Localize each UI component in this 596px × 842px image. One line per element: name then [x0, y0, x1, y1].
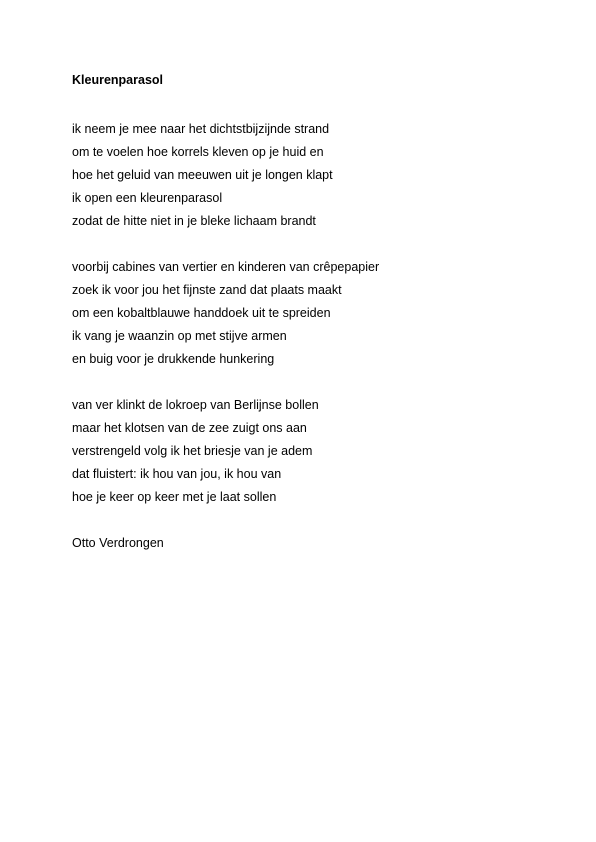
stanza-3-line-2: maar het klotsen van de zee zuigt ons aan — [72, 421, 307, 435]
poem-page — [72, 72, 542, 555]
stanza-3-line-4: dat fluistert: ik hou van jou, ik hou van — [72, 467, 282, 481]
poem-title: Kleurenparasol — [72, 73, 164, 87]
stanza-3-line-3: verstrengeld volg ik het briesje van je adem — [72, 444, 313, 458]
poem-author: Otto Verdrongen — [72, 536, 164, 550]
stanza-2-line-5: en buig voor je drukkende hunkering — [72, 352, 275, 366]
stanza-1-line-2: om te voelen hoe korrels kleven op je huid en — [72, 145, 324, 159]
stanza-1-line-3: hoe het geluid van meeuwen uit je longen klapt — [72, 168, 333, 182]
stanza-2-line-2: zoek ik voor jou het fijnste zand dat plaats maakt — [72, 283, 342, 297]
stanza-1 — [72, 118, 542, 233]
stanza-2-line-3: om een kobaltblauwe handdoek uit te spreiden — [72, 306, 331, 320]
stanza-3-line-5: hoe je keer op keer met je laat sollen — [72, 490, 277, 504]
stanza-1-line-4: ik open een kleurenparasol — [72, 191, 223, 205]
stanza-1-line-1: ik neem je mee naar het dichtstbijzijnde strand — [72, 122, 330, 136]
stanza-1-line-5: zodat de hitte niet in je bleke lichaam brandt — [72, 214, 316, 228]
stanza-3-line-1: van ver klinkt de lokroep van Berlijnse bollen — [72, 398, 319, 412]
stanza-2-line-4: ik vang je waanzin op met stijve armen — [72, 329, 287, 343]
stanza-2-line-1: voorbij cabines van vertier en kinderen van crêpepapier — [72, 260, 380, 274]
stanza-3 — [72, 394, 542, 509]
stanza-2 — [72, 256, 542, 371]
